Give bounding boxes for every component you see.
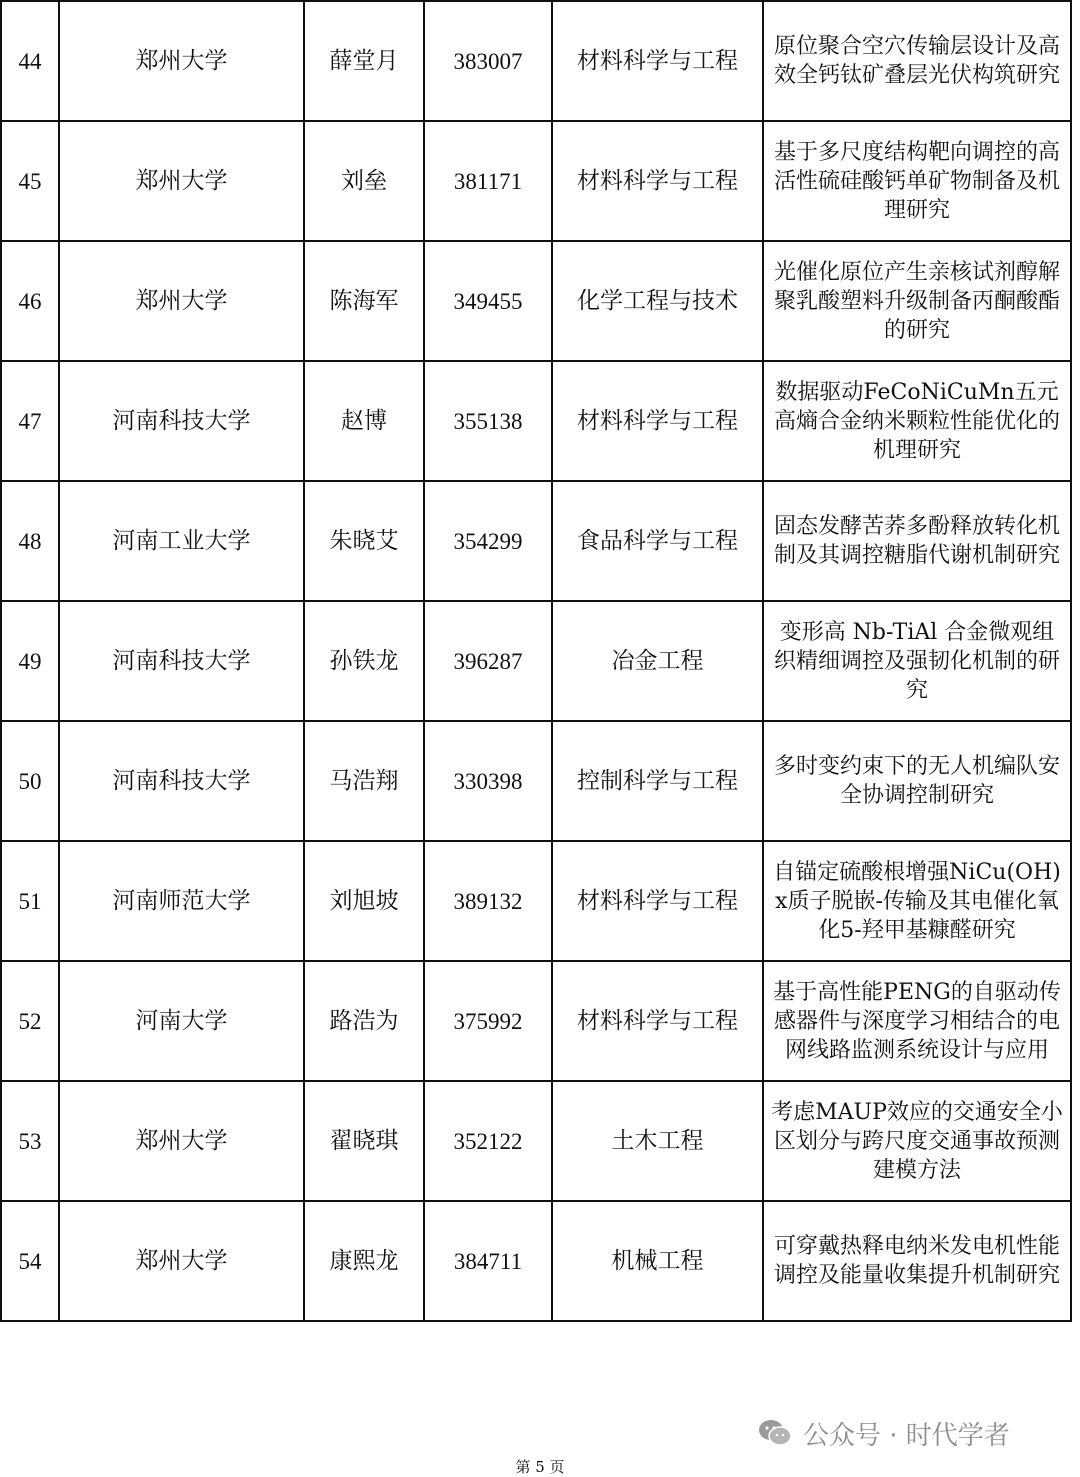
cell-name-text: 刘垒	[341, 167, 387, 194]
cell-project-id-text: 352122	[453, 1128, 523, 1154]
cell-discipline	[552, 481, 763, 601]
cell-seq	[1, 481, 59, 601]
cell-topic-text: 考虑MAUP效应的交通安全小区划分与跨尺度交通事故预测建模方法	[771, 1099, 1063, 1183]
cell-name-text: 赵博	[341, 407, 387, 434]
cell-discipline	[552, 121, 763, 241]
cell-seq-text: 53	[18, 1128, 42, 1154]
cell-seq	[1, 601, 59, 721]
cell-project-id	[424, 721, 552, 841]
cell-seq-text: 49	[18, 648, 42, 674]
cell-school	[59, 601, 304, 721]
cell-seq-text: 51	[18, 888, 42, 914]
cell-name	[304, 961, 424, 1081]
cell-seq-text: 50	[18, 768, 42, 794]
cell-school-text: 河南科技大学	[112, 767, 251, 794]
cell-seq	[1, 1201, 59, 1321]
cell-name-text: 朱晓艾	[329, 527, 399, 554]
cell-topic	[763, 1081, 1071, 1201]
cell-project-id	[424, 241, 552, 361]
cell-topic	[763, 361, 1071, 481]
cell-project-id-text: 384711	[453, 1248, 523, 1274]
table-row	[1, 361, 1071, 481]
cell-project-id-text: 383007	[453, 48, 523, 74]
cell-name	[304, 841, 424, 961]
cell-topic-text: 光催化原位产生亲核试剂醇解聚乳酸塑料升级制备丙酮酸酯的研究	[773, 259, 1060, 343]
cell-seq-text: 47	[18, 408, 42, 434]
cell-project-id	[424, 1081, 552, 1201]
cell-name-text: 孙铁龙	[329, 647, 399, 674]
cell-seq	[1, 1081, 59, 1201]
cell-discipline-text: 控制科学与工程	[577, 767, 738, 794]
cell-project-id	[424, 481, 552, 601]
table-row	[1, 841, 1071, 961]
cell-name	[304, 1081, 424, 1201]
cell-seq	[1, 121, 59, 241]
cell-school-text: 河南工业大学	[112, 527, 251, 554]
cell-topic-text: 变形高 Nb-TiAl 合金微观组织精细调控及强韧化机制的研究	[773, 619, 1060, 703]
cell-topic-text: 多时变约束下的无人机编队安全协调控制研究	[773, 754, 1060, 808]
cell-topic	[763, 1, 1071, 121]
cell-topic	[763, 121, 1071, 241]
cell-seq-text: 54	[18, 1248, 42, 1274]
cell-discipline	[552, 1081, 763, 1201]
cell-discipline-text: 土木工程	[611, 1127, 704, 1154]
cell-name	[304, 481, 424, 601]
cell-seq	[1, 721, 59, 841]
cell-name-text: 路浩为	[329, 1007, 399, 1034]
table-row	[1, 1081, 1071, 1201]
cell-name	[304, 241, 424, 361]
cell-school-text: 河南师范大学	[112, 887, 251, 914]
project-table-body	[1, 1, 1071, 1321]
table-row	[1, 241, 1071, 361]
table-row	[1, 721, 1071, 841]
cell-project-id	[424, 841, 552, 961]
cell-topic-text: 可穿戴热释电纳米发电机性能调控及能量收集提升机制研究	[773, 1234, 1060, 1288]
cell-name-text: 康熙龙	[329, 1247, 399, 1274]
cell-name-text: 刘旭坡	[329, 887, 399, 914]
cell-school-text: 河南科技大学	[112, 407, 251, 434]
cell-name	[304, 721, 424, 841]
cell-project-id	[424, 121, 552, 241]
cell-topic-text: 自锚定硫酸根增强NiCu(OH)x质子脱嵌-传输及其电催化氧化5-羟甲基糠醛研究	[773, 859, 1061, 943]
cell-topic-text: 数据驱动FeCoNiCuMn五元高熵合金纳米颗粒性能优化的机理研究	[773, 379, 1060, 463]
cell-project-id-text: 349455	[453, 288, 523, 314]
cell-school	[59, 961, 304, 1081]
cell-seq-text: 44	[18, 48, 42, 74]
cell-topic	[763, 481, 1071, 601]
cell-school	[59, 1, 304, 121]
page-number: 第 5 页	[515, 1458, 565, 1476]
cell-seq	[1, 841, 59, 961]
watermark-text: 公众号 · 时代学者	[803, 1420, 1010, 1451]
cell-school-text: 河南大学	[135, 1007, 228, 1034]
cell-discipline-text: 材料科学与工程	[577, 407, 738, 434]
cell-school	[59, 1201, 304, 1321]
cell-school	[59, 841, 304, 961]
cell-topic-text: 原位聚合空穴传输层设计及高效全钙钛矿叠层光伏构筑研究	[773, 34, 1060, 88]
cell-project-id	[424, 1, 552, 121]
table-row	[1, 601, 1071, 721]
cell-name	[304, 601, 424, 721]
cell-school-text: 郑州大学	[135, 1127, 228, 1154]
cell-discipline-text: 材料科学与工程	[577, 167, 738, 194]
table-row	[1, 481, 1071, 601]
cell-project-id-text: 381171	[453, 168, 523, 194]
cell-topic	[763, 721, 1071, 841]
cell-seq-text: 48	[18, 528, 42, 554]
cell-discipline-text: 冶金工程	[611, 647, 704, 674]
cell-discipline	[552, 601, 763, 721]
cell-project-id-text: 375992	[453, 1008, 523, 1034]
table-row	[1, 961, 1071, 1081]
cell-topic	[763, 1201, 1071, 1321]
cell-school-text: 郑州大学	[135, 287, 228, 314]
cell-discipline	[552, 241, 763, 361]
cell-name	[304, 1, 424, 121]
cell-seq-text: 46	[18, 288, 42, 314]
cell-seq	[1, 361, 59, 481]
cell-discipline-text: 机械工程	[611, 1247, 704, 1274]
cell-name-text: 薛堂月	[329, 47, 399, 74]
cell-project-id	[424, 601, 552, 721]
cell-topic	[763, 601, 1071, 721]
cell-school-text: 郑州大学	[135, 167, 228, 194]
cell-name-text: 马浩翔	[329, 767, 399, 794]
cell-discipline-text: 食品科学与工程	[577, 527, 738, 554]
cell-discipline	[552, 1, 763, 121]
cell-seq	[1, 241, 59, 361]
cell-seq-text: 52	[18, 1008, 42, 1034]
cell-project-id	[424, 361, 552, 481]
cell-topic-text: 基于高性能PENG的自驱动传感器件与深度学习相结合的电网线路监测系统设计与应用	[773, 979, 1061, 1063]
cell-school	[59, 481, 304, 601]
cell-discipline-text: 材料科学与工程	[577, 47, 738, 74]
cell-project-id-text: 389132	[453, 888, 523, 914]
cell-project-id	[424, 961, 552, 1081]
table-row	[1, 1, 1071, 121]
cell-seq	[1, 961, 59, 1081]
cell-project-id-text: 396287	[453, 648, 523, 674]
table-row	[1, 121, 1071, 241]
cell-school	[59, 1081, 304, 1201]
cell-name-text: 翟晓琪	[329, 1127, 399, 1154]
cell-discipline	[552, 841, 763, 961]
cell-topic-text: 基于多尺度结构靶向调控的高活性硫硅酸钙单矿物制备及机理研究	[773, 139, 1060, 223]
cell-topic	[763, 841, 1071, 961]
cell-topic-text: 固态发酵苦荞多酚释放转化机制及其调控糖脂代谢机制研究	[773, 514, 1060, 568]
cell-project-id	[424, 1201, 552, 1321]
cell-school-text: 河南科技大学	[112, 647, 251, 674]
cell-discipline	[552, 961, 763, 1081]
cell-topic	[763, 241, 1071, 361]
cell-name	[304, 361, 424, 481]
wechat-watermark	[757, 1413, 1010, 1453]
cell-school	[59, 721, 304, 841]
cell-topic	[763, 961, 1071, 1081]
cell-school	[59, 361, 304, 481]
cell-discipline-text: 化学工程与技术	[577, 287, 738, 314]
cell-seq-text: 45	[18, 168, 42, 194]
cell-discipline	[552, 1201, 763, 1321]
cell-school	[59, 241, 304, 361]
cell-school	[59, 121, 304, 241]
cell-project-id-text: 354299	[453, 528, 523, 554]
cell-discipline-text: 材料科学与工程	[577, 1007, 738, 1034]
cell-discipline-text: 材料科学与工程	[577, 887, 738, 914]
cell-discipline	[552, 721, 763, 841]
wechat-icon	[757, 1417, 793, 1449]
cell-name	[304, 121, 424, 241]
table-row	[1, 1201, 1071, 1321]
cell-project-id-text: 355138	[453, 408, 523, 434]
cell-name-text: 陈海军	[329, 287, 399, 314]
cell-seq	[1, 1, 59, 121]
cell-project-id-text: 330398	[453, 768, 523, 794]
cell-discipline	[552, 361, 763, 481]
cell-school-text: 郑州大学	[135, 1247, 228, 1274]
cell-name	[304, 1201, 424, 1321]
cell-school-text: 郑州大学	[135, 47, 228, 74]
